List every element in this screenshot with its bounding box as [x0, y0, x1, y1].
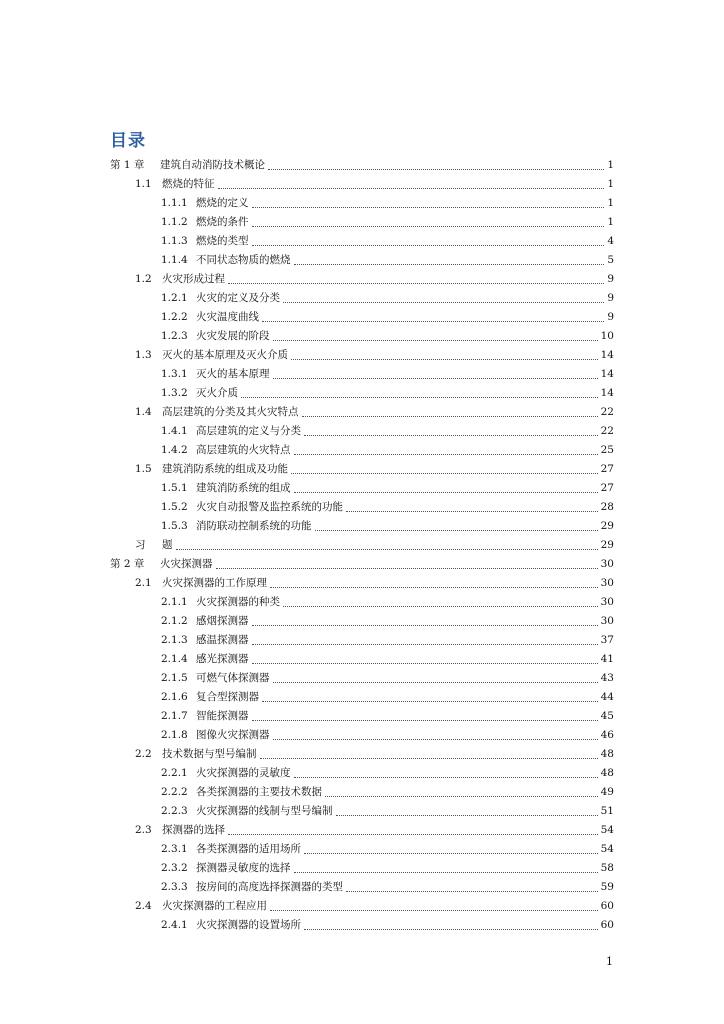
toc-entry-number: 2.3.3: [161, 881, 188, 893]
toc-entry-title: 智能探测器: [196, 710, 249, 722]
toc-entry-title: 探测器的选择: [162, 824, 225, 836]
toc-entry[interactable]: [110, 688, 614, 707]
toc-entry-page: 48: [600, 767, 614, 779]
toc-entry-page: 37: [600, 634, 614, 646]
toc-entry-title: 建筑消防系统的组成: [196, 482, 291, 494]
toc-entry-title: 按房间的高度选择探测器的类型: [196, 881, 343, 893]
toc-entry[interactable]: [110, 403, 614, 422]
toc-entry[interactable]: [110, 517, 614, 536]
toc-entry-page: 60: [600, 919, 614, 931]
toc-entry-number: 1.4.1: [161, 425, 188, 437]
toc-entry-page: 4: [607, 235, 614, 247]
toc-entry-page: 30: [600, 577, 614, 589]
toc-entry-page: 41: [600, 653, 614, 665]
toc-entry-page: 5: [607, 254, 614, 266]
toc-entry-title: 建筑消防系统的组成及功能: [162, 463, 288, 475]
toc-entry-number: 1.1.4: [161, 254, 188, 266]
toc-entry[interactable]: [110, 574, 614, 593]
toc-entry[interactable]: [110, 479, 614, 498]
toc-entry-title: 燃烧的条件: [196, 216, 249, 228]
toc-dot-leader: [252, 643, 598, 645]
toc-entry-number: 2.1: [135, 577, 152, 589]
toc-dot-leader: [252, 225, 605, 227]
toc-entry-page: 30: [600, 615, 614, 627]
toc-entry-number: 2.1.8: [161, 729, 188, 741]
toc-entry-number: 2.3.1: [161, 843, 188, 855]
toc-entry-title: 火灾自动报警及监控系统的功能: [196, 501, 343, 513]
toc-entry-number: 2.2: [135, 748, 152, 760]
toc-entry[interactable]: [110, 878, 614, 897]
toc-dot-leader: [304, 928, 598, 930]
toc-entry-page: 9: [607, 311, 614, 323]
toc-entry-title: 感烟探测器: [196, 615, 249, 627]
toc-entry-title: 火灾探测器: [160, 558, 213, 570]
toc-entry[interactable]: [110, 232, 614, 251]
toc-entry-title: 灭火介质: [196, 387, 238, 399]
toc-entry[interactable]: [110, 536, 614, 555]
toc-entry-title: 火灾探测器的工作原理: [162, 577, 267, 589]
toc-entry-number: 1.5.2: [161, 501, 188, 513]
toc-entry-page: 1: [607, 178, 614, 190]
toc-dot-leader: [216, 567, 598, 569]
toc-entry-number: 1.5.3: [161, 520, 188, 532]
toc-entry-title: 题: [162, 539, 173, 551]
toc-entry-title: 感光探测器: [196, 653, 249, 665]
toc-entry-page: 14: [600, 349, 614, 361]
toc-entry-page: 45: [600, 710, 614, 722]
toc-entry-title: 火灾温度曲线: [196, 311, 259, 323]
toc-entry-page: 10: [600, 330, 614, 342]
toc-dot-leader: [283, 605, 598, 607]
toc-entry[interactable]: [110, 745, 614, 764]
toc-entry-page: 27: [600, 463, 614, 475]
toc-entry-number: 2.1.2: [161, 615, 188, 627]
toc-entry-page: 1: [607, 216, 614, 228]
toc-dot-leader: [346, 510, 598, 512]
toc-entry-number: 1.4.2: [161, 444, 188, 456]
toc-entry-number: 1.4: [135, 406, 152, 418]
toc-entry-number: 1.2.3: [161, 330, 188, 342]
toc-dot-leader: [283, 301, 604, 303]
toc-entry-page: 29: [600, 520, 614, 532]
toc-entry-number: 第 1 章: [110, 159, 145, 171]
toc-entry[interactable]: [110, 213, 614, 232]
toc-entry-number: 1.3: [135, 349, 152, 361]
toc-entry-number: 2.2.1: [161, 767, 188, 779]
toc-heading: 目录: [110, 131, 146, 151]
toc-entry-number: 1.5: [135, 463, 152, 475]
toc-entry-title: 灭火的基本原理及灭火介质: [162, 349, 288, 361]
toc-entry[interactable]: [110, 460, 614, 479]
toc-entry[interactable]: [110, 593, 614, 612]
toc-entry-number: 1.2: [135, 273, 152, 285]
toc-entry[interactable]: [110, 156, 614, 175]
toc-entry[interactable]: [110, 631, 614, 650]
toc-entry-title: 图像火灾探测器: [196, 729, 270, 741]
toc-entry-number: 1.3.1: [161, 368, 188, 380]
toc-dot-leader: [302, 415, 598, 417]
toc-dot-leader: [218, 187, 605, 189]
toc-entry-page: 22: [600, 406, 614, 418]
toc-entry[interactable]: [110, 859, 614, 878]
toc-entry-page: 44: [600, 691, 614, 703]
toc-dot-leader: [294, 776, 598, 778]
toc-entry-page: 9: [607, 292, 614, 304]
toc-entry-page: 60: [600, 900, 614, 912]
toc-entry-title: 高层建筑的分类及其火灾特点: [162, 406, 299, 418]
toc-entry-title: 灭火的基本原理: [196, 368, 270, 380]
toc-dot-leader: [228, 833, 598, 835]
toc-dot-leader: [252, 206, 605, 208]
toc-entry[interactable]: [110, 308, 614, 327]
toc-entry-page: 48: [600, 748, 614, 760]
toc-entry-number: 1.2.1: [161, 292, 188, 304]
toc-entry-number: 2.1.1: [161, 596, 188, 608]
toc-entry-title: 燃烧的类型: [196, 235, 249, 247]
toc-entry-title: 建筑自动消防技术概论: [160, 159, 265, 171]
toc-dot-leader: [252, 624, 598, 626]
toc-dot-leader: [325, 795, 598, 797]
toc-entry-number: 2.2.2: [161, 786, 188, 798]
toc-dot-leader: [260, 757, 598, 759]
toc-entry-number: 1.1.3: [161, 235, 188, 247]
toc-entry-title: 火灾探测器的种类: [196, 596, 280, 608]
toc-entry-page: 30: [600, 596, 614, 608]
toc-entry[interactable]: [110, 726, 614, 745]
toc-entry[interactable]: [110, 916, 614, 935]
toc-entry-title: 火灾探测器的设置场所: [196, 919, 301, 931]
toc-entry-page: 28: [600, 501, 614, 513]
toc-entry[interactable]: [110, 270, 614, 289]
toc-dot-leader: [294, 871, 598, 873]
toc-dot-leader: [315, 529, 598, 531]
toc-dot-leader: [291, 472, 598, 474]
toc-dot-leader: [336, 814, 598, 816]
toc-entry[interactable]: [110, 327, 614, 346]
toc-dot-leader: [252, 719, 598, 721]
toc-entry[interactable]: [110, 422, 614, 441]
toc-entry-number: 2.4.1: [161, 919, 188, 931]
toc-entry-title: 技术数据与型号编制: [162, 748, 257, 760]
toc-entry-number: 2.1.6: [161, 691, 188, 703]
toc-entry-title: 火灾探测器的线制与型号编制: [196, 805, 333, 817]
toc-entry-number: 1.2.2: [161, 311, 188, 323]
toc-entry-number: 1.1.2: [161, 216, 188, 228]
toc-entry[interactable]: [110, 612, 614, 631]
toc-entry-number: 2.1.4: [161, 653, 188, 665]
toc-entry-page: 59: [600, 881, 614, 893]
toc-entry-title: 各类探测器的适用场所: [196, 843, 301, 855]
toc-dot-leader: [273, 738, 598, 740]
toc-entry-page: 51: [600, 805, 614, 817]
toc-entry[interactable]: [110, 897, 614, 916]
toc-dot-leader: [252, 244, 605, 246]
toc-entry-title: 高层建筑的定义与分类: [196, 425, 301, 437]
toc-dot-leader: [294, 491, 598, 493]
toc-entry-title: 消防联动控制系统的功能: [196, 520, 312, 532]
toc-entry-title: 火灾形成过程: [162, 273, 225, 285]
toc-entry-title: 可燃气体探测器: [196, 672, 270, 684]
toc-entry[interactable]: [110, 289, 614, 308]
toc-entry-number: 2.3.2: [161, 862, 188, 874]
toc-dot-leader: [268, 168, 604, 170]
toc-entry-number: 1.1.1: [161, 197, 188, 209]
toc-entry-page: 43: [600, 672, 614, 684]
toc-entry-title: 感温探测器: [196, 634, 249, 646]
toc-entry[interactable]: [110, 840, 614, 859]
toc-entry-number: 2.2.3: [161, 805, 188, 817]
toc-entry[interactable]: [110, 802, 614, 821]
toc-entry[interactable]: [110, 555, 614, 574]
toc-entry-number: 第 2 章: [110, 558, 145, 570]
toc-entry-title: 各类探测器的主要技术数据: [196, 786, 322, 798]
toc-entry[interactable]: [110, 441, 614, 460]
toc-dot-leader: [270, 586, 598, 588]
toc-entry-title: 高层建筑的火灾特点: [196, 444, 291, 456]
toc-entry-title: 探测器灵敏度的选择: [196, 862, 291, 874]
toc-entry[interactable]: [110, 650, 614, 669]
page-number: 1: [606, 955, 613, 968]
toc-entry-number: 1.1: [135, 178, 152, 190]
toc-entry[interactable]: [110, 764, 614, 783]
toc-dot-leader: [273, 339, 598, 341]
toc-entry-page: 29: [600, 539, 614, 551]
toc-dot-leader: [241, 396, 598, 398]
toc-entry-number: 2.4: [135, 900, 152, 912]
toc-entry-title: 燃烧的特征: [162, 178, 215, 190]
toc-entry-number: 2.1.7: [161, 710, 188, 722]
toc-entry[interactable]: [110, 498, 614, 517]
toc-entry[interactable]: [110, 821, 614, 840]
toc-entry-title: 火灾发展的阶段: [196, 330, 270, 342]
toc-entry-title: 火灾探测器的工程应用: [162, 900, 267, 912]
toc-dot-leader: [273, 377, 598, 379]
toc-dot-leader: [346, 890, 598, 892]
toc-entry[interactable]: [110, 175, 614, 194]
toc-entry-page: 49: [600, 786, 614, 798]
toc-dot-leader: [262, 700, 598, 702]
toc-entry-page: 27: [600, 482, 614, 494]
toc-entry-page: 25: [600, 444, 614, 456]
toc-dot-leader: [252, 662, 598, 664]
toc-entry[interactable]: [110, 707, 614, 726]
toc-entry-page: 14: [600, 368, 614, 380]
toc-dot-leader: [228, 282, 604, 284]
toc-entry[interactable]: [110, 365, 614, 384]
toc-entry-number: 2.1.3: [161, 634, 188, 646]
toc-entry-title: 火灾探测器的灵敏度: [196, 767, 291, 779]
toc-dot-leader: [304, 852, 598, 854]
toc-entry-page: 46: [600, 729, 614, 741]
toc-entry[interactable]: [110, 783, 614, 802]
toc-entry-page: 22: [600, 425, 614, 437]
toc-entry[interactable]: [110, 194, 614, 213]
toc-entry-page: 1: [607, 159, 614, 171]
toc-entry[interactable]: [110, 384, 614, 403]
toc-entry-page: 58: [600, 862, 614, 874]
toc-entry-number: 2.1.5: [161, 672, 188, 684]
toc-entry-number: 习: [135, 539, 146, 551]
toc-entry-number: 2.3: [135, 824, 152, 836]
toc-entry-page: 30: [600, 558, 614, 570]
toc-entry-title: 复合型探测器: [196, 691, 259, 703]
toc-entry[interactable]: [110, 346, 614, 365]
toc-dot-leader: [294, 453, 598, 455]
toc-entry-number: 1.3.2: [161, 387, 188, 399]
toc-dot-leader: [262, 320, 604, 322]
table-of-contents: [110, 156, 614, 935]
toc-dot-leader: [294, 263, 605, 265]
toc-entry-number: 1.5.1: [161, 482, 188, 494]
toc-entry[interactable]: [110, 251, 614, 270]
toc-dot-leader: [304, 434, 598, 436]
toc-entry-page: 54: [600, 843, 614, 855]
toc-dot-leader: [270, 909, 598, 911]
toc-dot-leader: [176, 548, 598, 550]
toc-entry-page: 9: [607, 273, 614, 285]
toc-entry[interactable]: [110, 669, 614, 688]
toc-entry-page: 14: [600, 387, 614, 399]
toc-dot-leader: [291, 358, 598, 360]
toc-dot-leader: [273, 681, 598, 683]
toc-entry-page: 1: [607, 197, 614, 209]
toc-entry-page: 54: [600, 824, 614, 836]
toc-entry-title: 不同状态物质的燃烧: [196, 254, 291, 266]
toc-entry-title: 燃烧的定义: [196, 197, 249, 209]
toc-entry-title: 火灾的定义及分类: [196, 292, 280, 304]
